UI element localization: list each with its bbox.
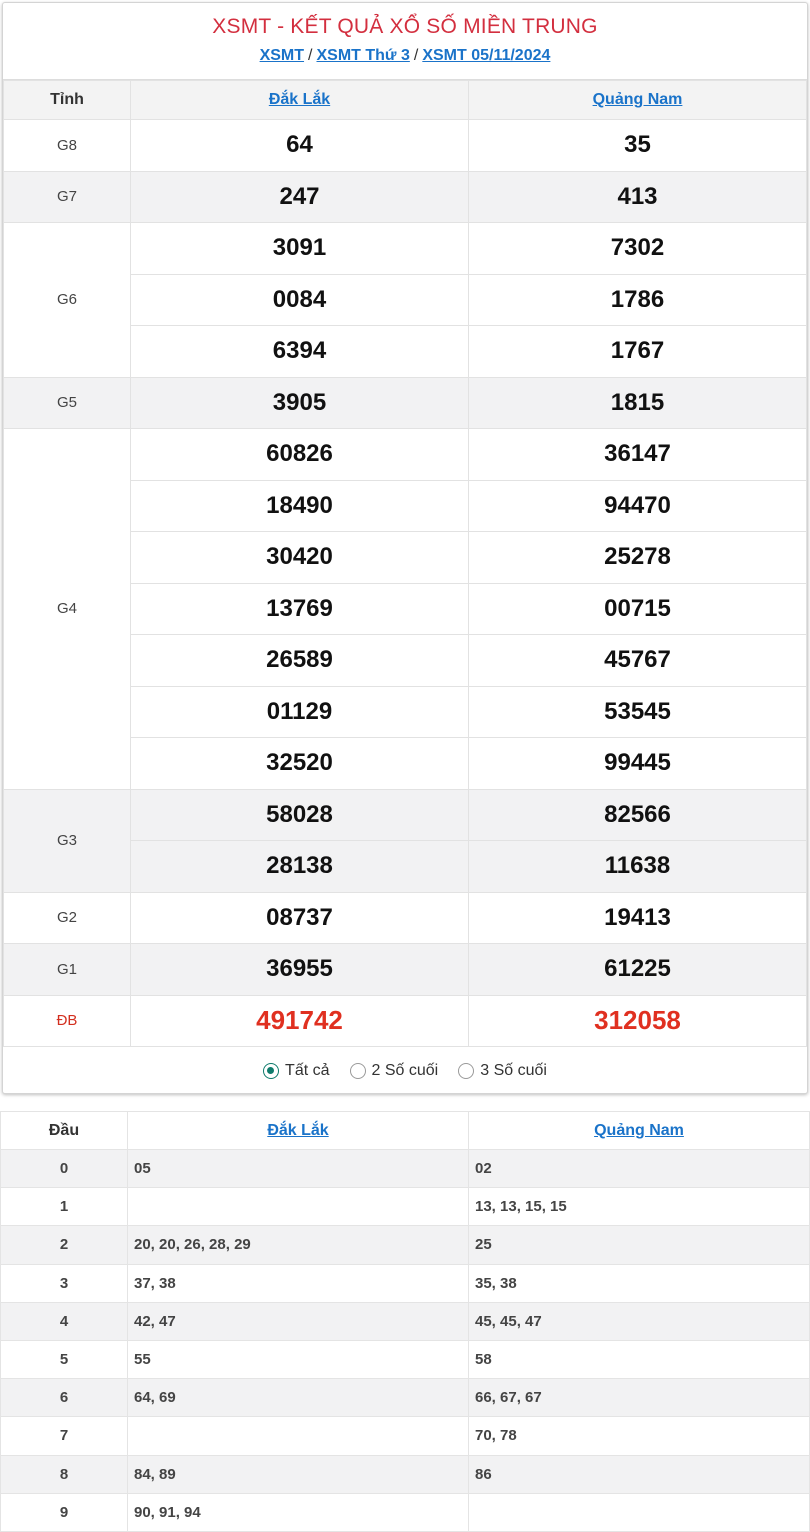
loto-head-digit: 6 [1,1379,128,1417]
prize-number-dak-lak: 0084 [131,274,469,326]
breadcrumb-xsmt[interactable]: XSMT [259,47,305,64]
prize-number-quang-nam: 61225 [469,944,807,996]
loto-row [1,1493,810,1531]
loto-row [1,1226,810,1264]
loto-tails-dak-lak: 90, 91, 94 [128,1493,469,1531]
loto-tails-quang-nam: 70, 78 [469,1417,810,1455]
radio-selected-icon[interactable] [263,1063,279,1079]
prize-row [4,120,807,172]
loto-tails-dak-lak: 20, 20, 26, 28, 29 [128,1226,469,1264]
radio-icon[interactable] [458,1063,474,1079]
loto-tails-dak-lak: 05 [128,1150,469,1188]
loto-head-digit: 9 [1,1493,128,1531]
prize-row [4,789,807,841]
prize-number-quang-nam: 94470 [469,480,807,532]
prize-number-dak-lak: 58028 [131,789,469,841]
prize-number-quang-nam: 1767 [469,326,807,378]
results-header-row [4,81,807,120]
province-link-dak-lak[interactable]: Đắk Lắk [267,1121,329,1139]
loto-row [1,1188,810,1226]
prize-number-quang-nam: 312058 [469,995,807,1047]
prize-number-dak-lak: 64 [131,120,469,172]
prize-label: G3 [4,789,131,892]
prize-label: G6 [4,223,131,378]
breadcrumb-xsmt-date[interactable]: XSMT 05/11/2024 [422,47,551,64]
loto-tails-quang-nam: 13, 13, 15, 15 [469,1188,810,1226]
loto-tails-quang-nam: 45, 45, 47 [469,1302,810,1340]
loto-tails-quang-nam [469,1493,810,1531]
prize-label: G4 [4,429,131,790]
prize-label: ĐB [4,995,131,1047]
page-title: XSMT - KẾT QUẢ XỔ SỐ MIỀN TRUNG [212,15,598,38]
loto-head-digit: 7 [1,1417,128,1455]
loto-tails-quang-nam: 02 [469,1150,810,1188]
filter-option-all[interactable] [263,1062,329,1080]
prize-number-dak-lak: 28138 [131,841,469,893]
prize-number-dak-lak: 247 [131,171,469,223]
prize-label: G7 [4,171,131,223]
loto-tails-dak-lak: 84, 89 [128,1455,469,1493]
province-link-dak-lak[interactable]: Đắk Lắk [268,91,331,108]
prize-number-dak-lak: 26589 [131,635,469,687]
loto-head-digit: 0 [1,1150,128,1188]
loto-row [1,1150,810,1188]
loto-row [1,1379,810,1417]
prize-number-dak-lak: 13769 [131,583,469,635]
prize-number-dak-lak: 30420 [131,532,469,584]
prize-number-quang-nam: 53545 [469,686,807,738]
radio-icon[interactable] [350,1063,366,1079]
prize-number-dak-lak: 3091 [131,223,469,275]
filter-option-label: 3 Số cuối [480,1062,547,1079]
prize-row [4,995,807,1047]
prize-number-quang-nam: 36147 [469,429,807,481]
filter-option-last-2[interactable] [350,1062,439,1080]
filter-option-label: Tất cả [285,1062,330,1079]
loto-row [1,1455,810,1493]
loto-head-digit: 3 [1,1264,128,1302]
prize-row [4,171,807,223]
prize-number-dak-lak: 01129 [131,686,469,738]
prize-number-quang-nam: 7302 [469,223,807,275]
loto-header-row [1,1112,810,1150]
loto-table [0,1111,810,1532]
prize-number-quang-nam: 19413 [469,892,807,944]
filter-option-label: 2 Số cuối [371,1062,439,1079]
loto-row [1,1302,810,1340]
loto-head-digit: 5 [1,1340,128,1378]
prize-number-dak-lak: 32520 [131,738,469,790]
province-link-quang-nam[interactable]: Quảng Nam [594,1121,684,1139]
prize-number-dak-lak: 6394 [131,326,469,378]
prize-number-quang-nam: 82566 [469,789,807,841]
prize-number-quang-nam: 11638 [469,841,807,893]
col-header-quang-nam [469,1112,810,1150]
prize-number-dak-lak: 18490 [131,480,469,532]
filter-option-last-3[interactable] [458,1062,547,1080]
prize-number-quang-nam: 413 [469,171,807,223]
prize-label: G5 [4,377,131,429]
loto-row [1,1417,810,1455]
prize-row [4,377,807,429]
prize-label: G1 [4,944,131,996]
loto-row [1,1264,810,1302]
col-header-province: Tỉnh [4,81,131,120]
results-card [2,2,808,1094]
loto-tails-dak-lak: 42, 47 [128,1302,469,1340]
breadcrumb-xsmt-thu3[interactable]: XSMT Thứ 3 [316,47,410,64]
prize-number-dak-lak: 08737 [131,892,469,944]
results-table [3,80,807,1047]
prize-row [4,892,807,944]
loto-tails-dak-lak [128,1188,469,1226]
loto-tails-dak-lak: 64, 69 [128,1379,469,1417]
loto-row [1,1340,810,1378]
prize-number-dak-lak: 36955 [131,944,469,996]
loto-tails-dak-lak [128,1417,469,1455]
breadcrumb-separator: / [308,47,313,64]
prize-number-quang-nam: 1786 [469,274,807,326]
prize-number-dak-lak: 491742 [131,995,469,1047]
province-link-quang-nam[interactable]: Quảng Nam [592,91,683,108]
digit-filter [3,1047,807,1094]
loto-head-digit: 1 [1,1188,128,1226]
prize-number-quang-nam: 00715 [469,583,807,635]
col-header-quang-nam [469,81,807,120]
prize-label: G2 [4,892,131,944]
loto-head-digit: 4 [1,1302,128,1340]
prize-row [4,429,807,481]
loto-tails-quang-nam: 58 [469,1340,810,1378]
loto-tails-quang-nam: 66, 67, 67 [469,1379,810,1417]
prize-number-dak-lak: 60826 [131,429,469,481]
prize-number-quang-nam: 35 [469,120,807,172]
prize-label: G8 [4,120,131,172]
prize-number-quang-nam: 99445 [469,738,807,790]
prize-number-quang-nam: 1815 [469,377,807,429]
prize-number-quang-nam: 25278 [469,532,807,584]
loto-tails-quang-nam: 25 [469,1226,810,1264]
breadcrumb [3,47,807,65]
prize-row [4,223,807,275]
card-header [3,3,807,80]
prize-row [4,944,807,996]
loto-tails-dak-lak: 37, 38 [128,1264,469,1302]
col-header-dau: Đầu [1,1112,128,1150]
prize-number-dak-lak: 3905 [131,377,469,429]
loto-tails-quang-nam: 86 [469,1455,810,1493]
col-header-dak-lak [131,81,469,120]
loto-tails-dak-lak: 55 [128,1340,469,1378]
breadcrumb-separator: / [413,47,419,64]
loto-head-digit: 2 [1,1226,128,1264]
loto-tails-quang-nam: 35, 38 [469,1264,810,1302]
loto-head-digit: 8 [1,1455,128,1493]
col-header-dak-lak [128,1112,469,1150]
prize-number-quang-nam: 45767 [469,635,807,687]
